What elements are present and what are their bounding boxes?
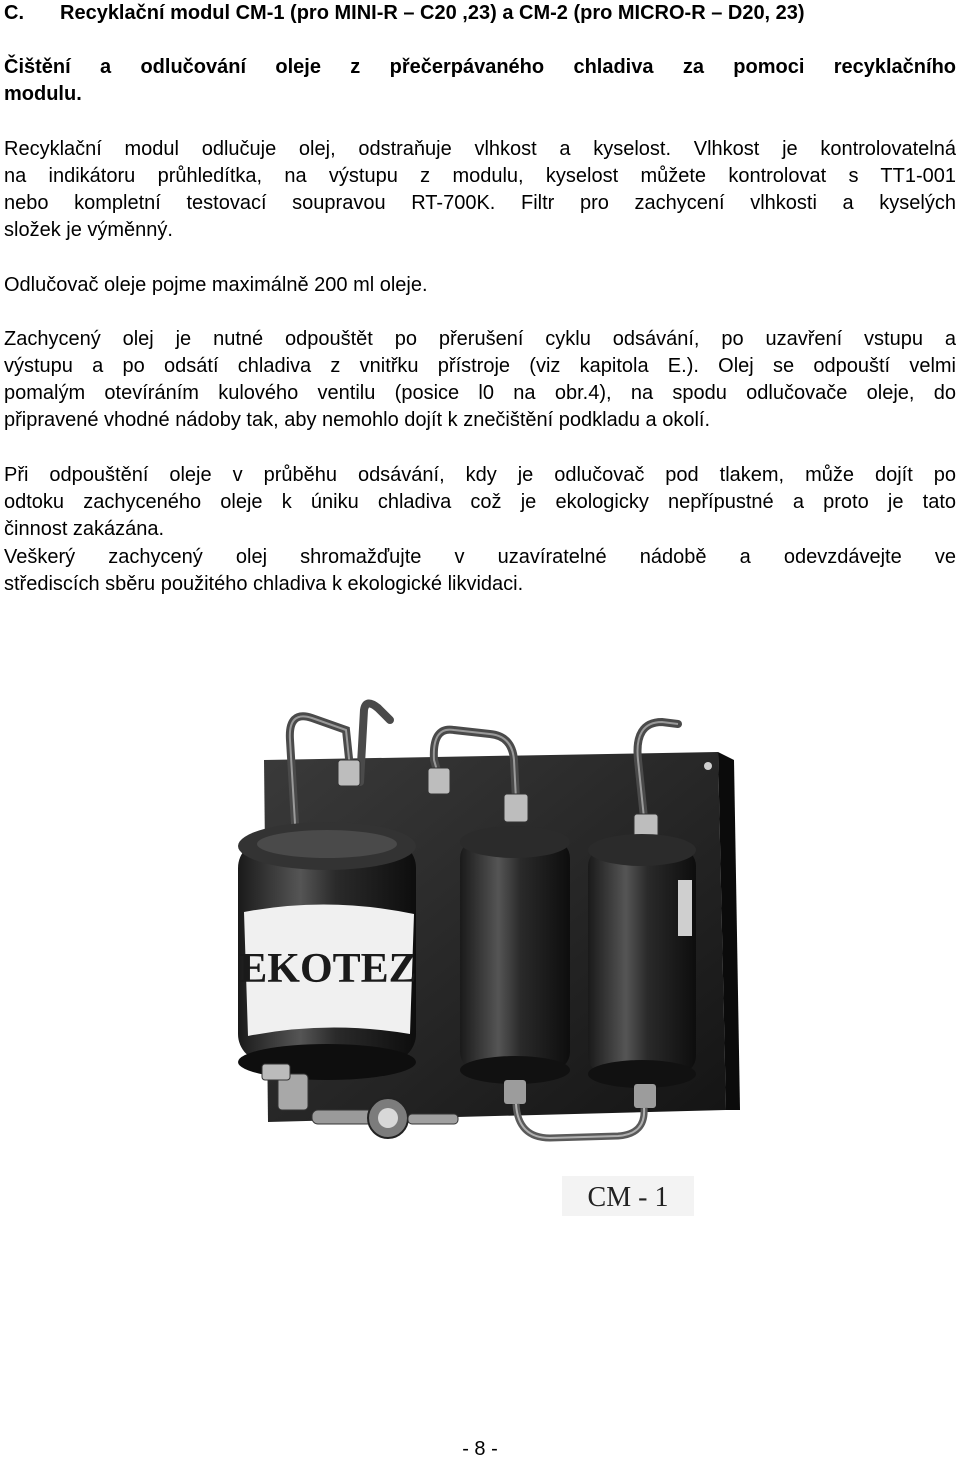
section-number: C. <box>4 2 24 24</box>
paragraph-3-line-3: pomalým otevíráním kulového ventilu (posice l0 na obr.4), na spodu odlučovače oleje, do <box>4 382 956 404</box>
paragraph-5-line-1: Veškerý zachycený olej shromažďujte v uzavíratelné nádobě a odevzdávejte ve <box>4 546 956 568</box>
paragraph-1-line-1: Recyklační modul odlučuje olej, odstraňuje vlhkost a kyselost. Vlhkost je kontrolovatelná <box>4 138 956 160</box>
filter-sticker <box>678 880 692 936</box>
paragraph-1-line-4: složek je výměnný. <box>4 219 173 241</box>
right-filter <box>588 834 696 1108</box>
section-title: Recyklační modul CM-1 (pro MINI-R – C20 ,23) a CM-2 (pro MICRO-R – D20, 23) <box>60 2 805 24</box>
subheading-line-2: modulu. <box>4 83 82 105</box>
figure-caption: CM - 1 <box>587 1182 669 1213</box>
paragraph-3-line-1: Zachycený olej je nutné odpouštět po přerušení cyklu odsávání, po uzavření vstupu a <box>4 328 956 350</box>
paragraph-1-line-3: nebo kompletní testovací soupravou RT-700K. Filtr pro zachycení vlhkosti a kyselých <box>4 192 956 214</box>
section-heading <box>4 0 956 27</box>
subheading-line-1: Čištění a odlučování oleje z přečerpávaného chladiva za pomoci recyklačního <box>4 56 956 78</box>
brand-text: EKOTEZ <box>239 946 417 992</box>
oil-separator <box>238 822 417 1080</box>
paragraph-4-line-3: činnost zakázána. <box>4 518 165 540</box>
recycling-module-photo <box>178 690 782 1220</box>
paragraph-4-line-2: odtoku zachyceného oleje k úniku chladiva což je ekologicky nepřípustné a proto je tato <box>4 491 956 513</box>
middle-filter <box>460 826 570 1104</box>
paragraph-3-line-4: připravené vhodné nádoby tak, aby nemohlo dojít k znečištění podkladu a okolí. <box>4 409 711 431</box>
paragraph-2-line-1: Odlučovač oleje pojme maximálně 200 ml oleje. <box>4 274 428 296</box>
paragraph-5-line-2: střediscích sběru použitého chladiva k ekologické likvidaci. <box>4 573 524 595</box>
paragraph-1-line-2: na indikátoru průhledítka, na výstupu z modulu, kyselost můžete kontrolovat s TT1-001 <box>4 165 956 187</box>
paragraph-4-line-1: Při odpouštění oleje v průběhu odsávání, kdy je odlučovač pod tlakem, může dojít po <box>4 464 956 486</box>
page-number: - 8 - <box>462 1438 498 1460</box>
paragraph-3-line-2: výstupu a po odsátí chladiva z vnitřku přístroje (viz kapitola E.). Olej se odpouští velmi <box>4 355 956 377</box>
